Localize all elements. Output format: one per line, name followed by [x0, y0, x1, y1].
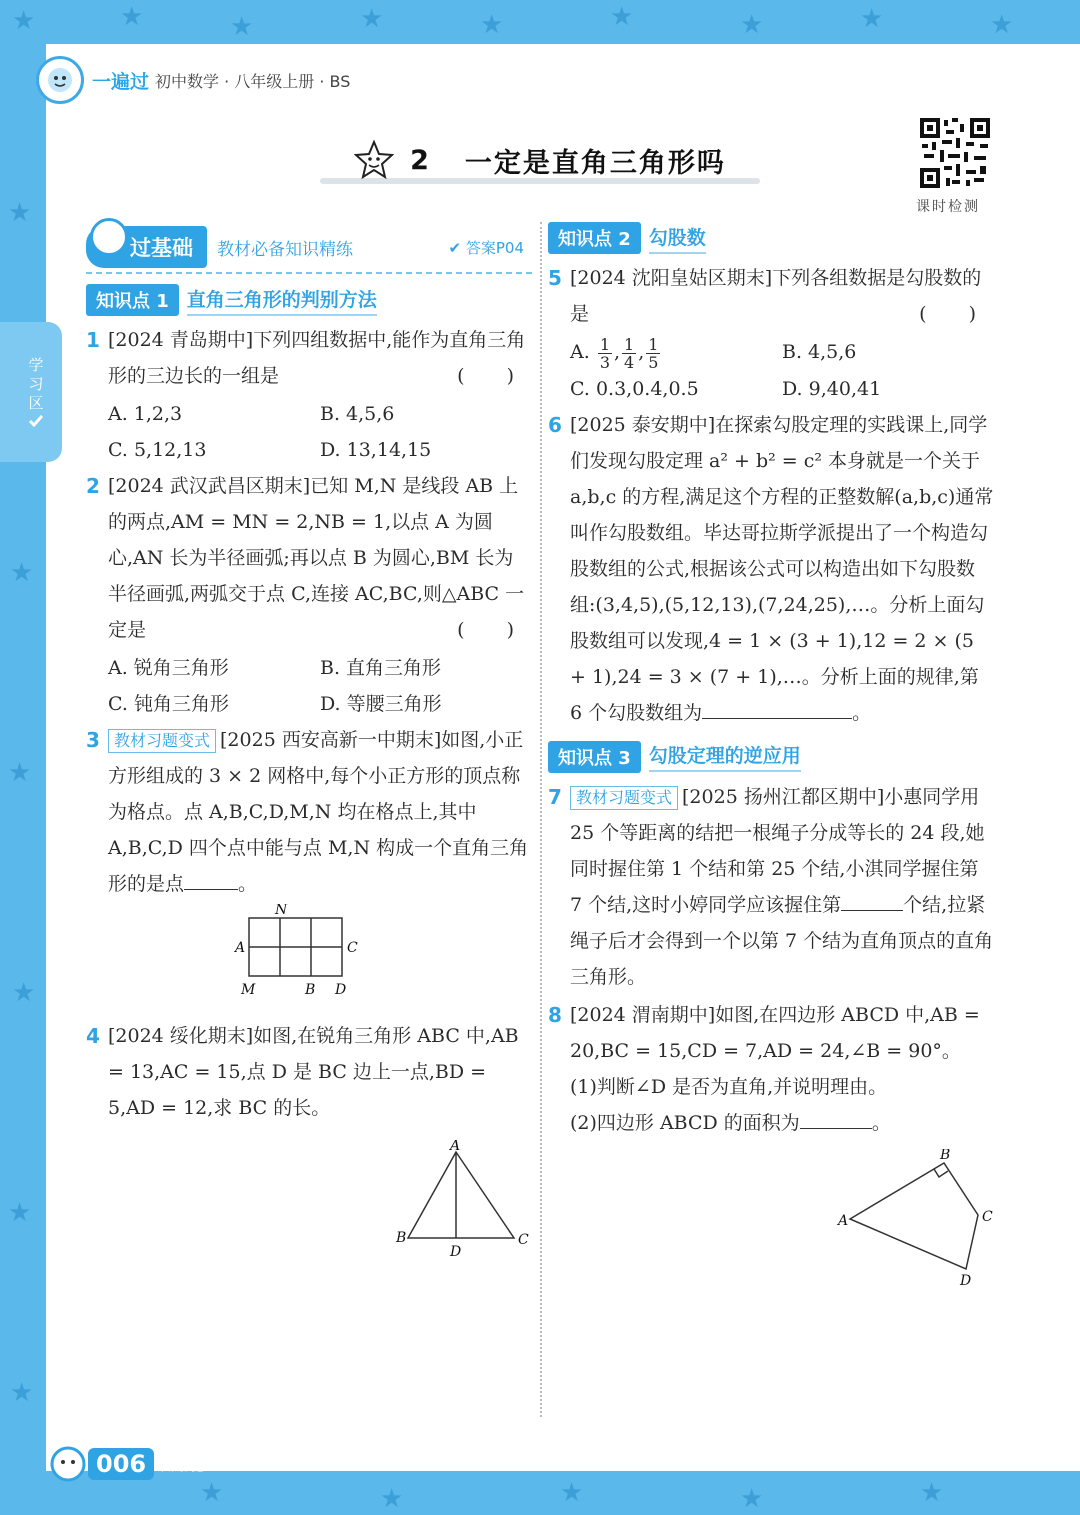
- header: [36, 42, 350, 118]
- side-tab-label: 学习区: [26, 356, 45, 414]
- left-column: [86, 222, 532, 1268]
- grid-label-c: C: [347, 940, 358, 956]
- options-1: [86, 396, 532, 468]
- option-b[interactable]: B. 4,5,6: [320, 403, 395, 425]
- question-7: 7 教材习题变式 [2025 扬州江都区期中]小惠同学用 25 个等距离的结把一根绳子分成等长的 24 段,她同时握住第 1 个结和第 25 个结,小淇同学握住第 7 个结,这时小婷同学应该握住第 个结,拉紧绳子后才会得到一个以第 7 个结为直角顶点的直角三角形。: [548, 779, 994, 995]
- lesson-name: 一定是直角三角形吗: [464, 147, 726, 179]
- tri-label-c: C: [518, 1232, 529, 1248]
- option-b[interactable]: B. 直角三角形: [320, 657, 442, 679]
- section-tag: 过基础: [86, 226, 207, 268]
- option-a[interactable]: A. 锐角三角形: [108, 657, 229, 679]
- question-text: [2024 沈阳皇姑区期末]下列各组数据是勾股数的是: [570, 267, 982, 325]
- footer-slogan: 上课认真听 下课练天是: [158, 1454, 204, 1474]
- question-number: 2: [86, 474, 100, 498]
- kp-title: 直角三角形的判别方法: [187, 285, 377, 316]
- option-b[interactable]: B. 4,5,6: [782, 341, 857, 364]
- question-text: [2025 泰安期中]在探索勾股定理的实践课上,同学们发现勾股定理 a² + b² = c² 本身就是一个关于 a,b,c 的方程,满足这个方程的正整数解(a,b,c)通常叫作勾股数组。毕达哥拉斯学派提出了一个构造勾股数组的公式,根据该公式可以构造出如下勾股数组:(3,4,5),(5,12,13),(7,24,25),…。分析上面勾股数组可以发现,4 = 1 × (3 + 1),12 = 2 × (5 + 1),24 = 3 × (7 + 1),…。分析上面的规律,第 6 个勾股数组为: [570, 413, 994, 724]
- knowledge-point-1: [86, 284, 532, 316]
- answer-blank[interactable]: [184, 868, 238, 890]
- option-d[interactable]: D. 9,40,41: [782, 377, 882, 400]
- question-number: 8: [548, 1002, 562, 1027]
- question-number: 3: [86, 728, 100, 752]
- answer-reference: ✔ 答案P04: [448, 238, 524, 257]
- right-column: [548, 222, 994, 1289]
- fraction: $\frac{1}{4}$: [624, 334, 635, 372]
- triangle-figure: [394, 1140, 544, 1268]
- option-c[interactable]: C. 0.3,0.4,0.5: [570, 377, 699, 400]
- question-2: [86, 468, 532, 648]
- knowledge-point-2: [548, 222, 994, 254]
- answer-paren[interactable]: ( ): [919, 303, 994, 325]
- tri-label-a: A: [450, 1140, 461, 1154]
- qr-code-icon[interactable]: [920, 118, 990, 188]
- mascot-icon: [90, 218, 128, 256]
- qr-label: 课时检测: [916, 199, 980, 215]
- question-text: [2025 扬州江都区期中]小惠同学用 25 个等距离的结把一根绳子分成等长的 24 段,她同时握住第 1 个结和第 25 个结,小淇同学握住第 7 个结,这时小婷同学应该握住第: [570, 785, 985, 916]
- section-subtitle: 教材必备知识精练: [217, 239, 353, 260]
- brand-name: 一遍过: [92, 70, 150, 93]
- kp-title: 勾股数: [649, 223, 706, 254]
- quad-label-d: D: [960, 1272, 972, 1289]
- answer-blank[interactable]: [702, 697, 852, 719]
- quad-label-b: B: [940, 1148, 951, 1163]
- variant-tag: 教材习题变式: [570, 786, 678, 810]
- option-c[interactable]: C. 5,12,13: [108, 439, 207, 461]
- question-6: 6 [2025 泰安期中]在探索勾股定理的实践课上,同学们发现勾股定理 a² + b² = c² 本身就是一个关于 a,b,c 的方程,满足这个方程的正整数解(a,b,c)通常叫作勾股数组。毕达哥拉斯学派提出了一个构造勾股数组的公式,根据该公式可以构造出如下勾股数组:(3,4,5),(5,12,13),(7,24,25),…。分析上面勾股数组可以发现,4 = 1 × (3 + 1),12 = 2 × (5 + 1),24 = 3 × (7 + 1),…。分析上面的规律,第 6 个勾股数组为 。: [548, 407, 994, 731]
- grid-figure: [229, 904, 389, 1004]
- star-face-icon: [354, 140, 394, 180]
- option-a[interactable]: A. $\frac{1}{3}$ , $\frac{1}{4}$ , $\frac{1}{5}$: [570, 334, 659, 372]
- question-number: 1: [86, 328, 100, 352]
- grid-label-n: N: [275, 904, 288, 918]
- kp-badge: 知识点 3: [548, 741, 641, 773]
- question-number: 5: [548, 266, 562, 290]
- question-text: [2024 青岛期中]下列四组数据中,能作为直角三角形的三边长的一组是: [108, 329, 526, 387]
- question-1: [86, 322, 532, 394]
- book-title: 初中数学 · 八年级上册 · BS: [155, 71, 351, 91]
- question-number: 4: [86, 1024, 100, 1048]
- quad-label-c: C: [982, 1208, 993, 1225]
- question-8: 8 [2024 渭南期中]如图,在四边形 ABCD 中,AB = 20,BC = 15,CD = 7,AD = 24,∠B = 90°。 (1)判断∠D 是否为直角,并说明理由。 (2)四边形 ABCD 的面积为 。: [548, 997, 994, 1141]
- sub-question-1: (1)判断∠D 是否为直角,并说明理由。: [570, 1075, 888, 1098]
- tri-label-b: B: [396, 1230, 407, 1246]
- question-number: 7: [548, 784, 562, 809]
- question-number: 6: [548, 412, 562, 437]
- kp-badge: 知识点 1: [86, 284, 179, 316]
- grid-label-a: A: [235, 940, 246, 956]
- options-5: [548, 334, 994, 407]
- options-2: [86, 650, 532, 722]
- section-banner: [86, 222, 532, 274]
- grid-label-b: B: [305, 982, 316, 998]
- sub-question-2: (2)四边形 ABCD 的面积为: [570, 1111, 800, 1134]
- question-text: [2024 武汉武昌区期末]已知 M,N 是线段 AB 上的两点,AM = MN = 2,NB = 1,以点 A 为圆心,AN 长为半径画弧;再以点 B 为圆心,BM 长为半径画弧,两弧交于点 C,连接 AC,BC,则△ABC 一定是: [108, 475, 525, 641]
- quad-label-a: A: [838, 1212, 849, 1229]
- fraction: $\frac{1}{3}$: [599, 334, 610, 372]
- option-d[interactable]: D. 等腰三角形: [320, 693, 442, 715]
- grid-label-m: M: [241, 982, 256, 998]
- knowledge-point-3: [548, 741, 994, 773]
- fraction: $\frac{1}{5}$: [648, 334, 659, 372]
- footer: [48, 1444, 203, 1484]
- answer-paren[interactable]: ( ): [457, 365, 532, 387]
- check-icon: [28, 414, 44, 428]
- question-5: [548, 260, 994, 332]
- mascot-logo-icon: [36, 56, 84, 104]
- option-d[interactable]: D. 13,14,15: [320, 439, 432, 461]
- answer-paren[interactable]: ( ): [457, 619, 532, 641]
- side-tab: [0, 322, 62, 462]
- option-c[interactable]: C. 钝角三角形: [108, 693, 229, 715]
- grid-label-d: D: [335, 982, 347, 998]
- lesson-number: 2: [410, 144, 431, 176]
- question-text: [2024 绥化期末]如图,在锐角三角形 ABC 中,AB = 13,AC = 15,点 D 是 BC 边上一点,BD = 5,AD = 12,求 BC 的长。: [108, 1025, 519, 1119]
- kp-badge: 知识点 2: [548, 222, 641, 254]
- kp-title: 勾股定理的逆应用: [649, 741, 801, 772]
- question-text: [2025 西安高新一中期末]如图,小正方形组成的 3 × 2 网格中,每个小正方形的顶点称为格点。点 A,B,C,D,M,N 均在格点上,其中 A,B,C,D 四个点中能与点 M,N 构成一个直角三角形的是点: [108, 729, 529, 895]
- lesson-title: [320, 132, 760, 188]
- answer-blank[interactable]: [800, 1107, 872, 1129]
- option-a[interactable]: A. 1,2,3: [108, 403, 183, 425]
- mascot-footer-icon: [48, 1444, 88, 1484]
- answer-blank[interactable]: [841, 889, 903, 911]
- tri-label-d: D: [450, 1244, 462, 1260]
- question-3: 3 教材习题变式 [2025 西安高新一中期末]如图,小正方形组成的 3 × 2 网格中,每个小正方形的顶点称为格点。点 A,B,C,D,M,N 均在格点上,其中 A,B,C,D 四个点中能与点 M,N 构成一个直角三角形的是点 。: [86, 722, 532, 902]
- quadrilateral-figure: [836, 1149, 1006, 1289]
- variant-tag: 教材习题变式: [108, 729, 216, 753]
- page-number: 006: [88, 1448, 154, 1480]
- question-4: [86, 1018, 532, 1126]
- question-text: [2024 渭南期中]如图,在四边形 ABCD 中,AB = 20,BC = 15,CD = 7,AD = 24,∠B = 90°。: [570, 1003, 980, 1062]
